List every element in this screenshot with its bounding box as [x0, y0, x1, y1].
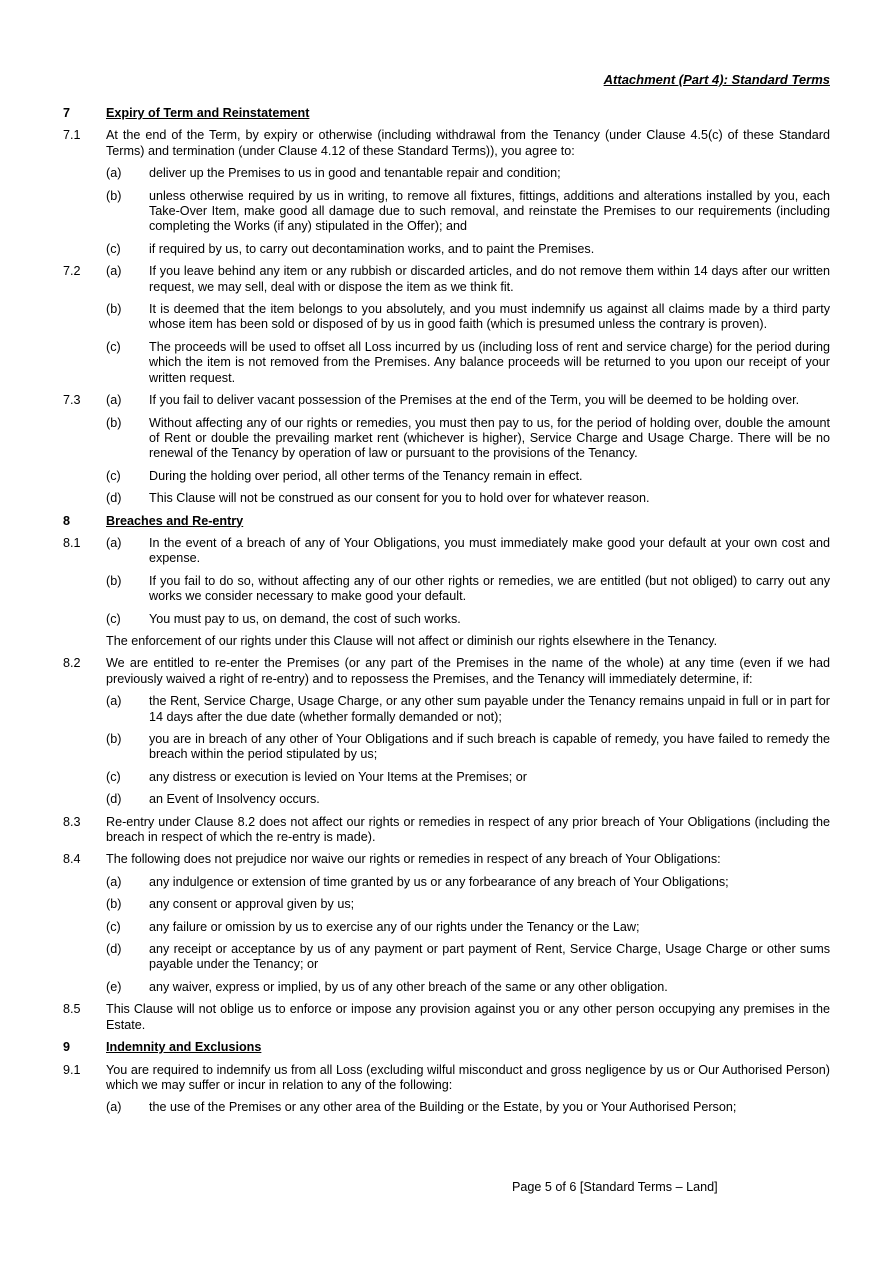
- clause-text: deliver up the Premises to us in good and tenantable repair and condition;: [149, 166, 561, 181]
- clause-item: [63, 302, 830, 333]
- item-label: (d): [106, 491, 122, 506]
- item-label: (a): [106, 264, 122, 279]
- clause-paragraph: [63, 656, 830, 687]
- clause-text: You are required to indemnify us from all Loss (excluding wilful misconduct and gross negligence by us or Our Authorised Person) which we may suffer or incur in relation to any of the following:: [106, 1062, 830, 1092]
- clause-item: [63, 491, 830, 506]
- clause-text: If you fail to do so, without affecting any of our other rights or remedies, we are entitled (but not obliged) to carry out any works we consider necessary to make good your default.: [149, 573, 830, 604]
- item-label: (c): [106, 919, 121, 934]
- clause-text: The following does not prejudice nor waive our rights or remedies in respect of any breach of Your Obligations:: [106, 852, 721, 867]
- clause-number: 8.5: [63, 1002, 81, 1017]
- clause-number: [63, 897, 106, 912]
- clause-item: [63, 189, 830, 235]
- clause-text: the Rent, Service Charge, Usage Charge, or any other sum payable under the Tenancy remains unpaid in full or in part for 14 days after the due date (whether formally demanded or not);: [149, 694, 830, 724]
- clause-paragraph: [63, 852, 830, 867]
- clause-number: 8: [63, 513, 71, 528]
- clause-text: if required by us, to carry out decontamination works, and to paint the Premises.: [149, 241, 595, 256]
- clause-paragraph: [63, 815, 830, 846]
- clause-item: [63, 920, 830, 935]
- item-label: (b): [106, 573, 122, 588]
- item-label: (c): [106, 241, 121, 256]
- clause-number: [63, 942, 106, 973]
- clause-paragraph: [63, 634, 830, 649]
- clause-number: [63, 189, 106, 235]
- clause-text: During the holding over period, all other terms of the Tenancy remain in effect.: [149, 468, 583, 483]
- clause-number: [63, 491, 106, 506]
- clause-number: 7: [63, 106, 71, 120]
- clause-item: [63, 469, 830, 484]
- clause-number: 7.1: [63, 128, 81, 143]
- clause-paragraph: [63, 1002, 830, 1033]
- clause-paragraph: [63, 1063, 830, 1094]
- clause-item: [63, 1100, 830, 1115]
- section-heading: [63, 106, 830, 121]
- clause-text: It is deemed that the item belongs to you absolutely, and you must indemnify us against all claims made by a third party whose item has been sold or disposed of by us in good faith (which is presumed unless the contrary is proven).: [149, 302, 830, 332]
- item-label: (b): [106, 188, 122, 203]
- clause-number: [63, 574, 106, 605]
- clause-text: you are in breach of any other of Your Obligations and if such breach is capable of remedy, you have failed to remedy the breach within the period stipulated by us;: [149, 732, 830, 762]
- clause-item: [63, 980, 830, 995]
- clause-item: [63, 264, 830, 295]
- clause-number: [63, 875, 106, 890]
- clause-item: [63, 770, 830, 785]
- item-label: (c): [106, 468, 121, 483]
- clause-paragraph: [63, 128, 830, 159]
- clause-item: [63, 416, 830, 462]
- clause-number: [63, 166, 106, 181]
- item-label: (e): [106, 979, 122, 994]
- clause-number: [63, 302, 106, 333]
- item-label: (c): [106, 611, 121, 626]
- clause-text: Without affecting any of our rights or remedies, you must then pay to us, for the period of holding over, double the amount of Rent or double the prevailing market rent (whichever is higher), Service Charge and Usage Charge. There will be no renewal of the Tenancy by operation of law or pursuant to the provisions of the Tenancy.: [149, 415, 830, 461]
- clause-number: [63, 634, 106, 649]
- clause-item: [63, 942, 830, 973]
- item-label: (a): [106, 1100, 122, 1115]
- clause-text: any waiver, express or implied, by us of any other breach of the same or any other obligation.: [149, 979, 668, 994]
- item-label: (b): [106, 732, 122, 746]
- clause-number: 7.2: [63, 264, 81, 279]
- clause-text: any distress or execution is levied on Your Items at the Premises; or: [149, 769, 527, 784]
- clause-text: If you leave behind any item or any rubbish or discarded articles, and do not remove them within 14 days after our written request, we may sell, deal with or dispose the item as we think fit.: [149, 264, 830, 294]
- item-label: (a): [106, 694, 122, 709]
- page-header: Attachment (Part 4): Standard Terms: [603, 72, 830, 87]
- clause-item: [63, 694, 830, 725]
- clause-text: At the end of the Term, by expiry or otherwise (including withdrawal from the Tenancy (under Clause 4.5(c) of these Standard Terms) and termination (under Clause 4.12 of these Standard Terms)), you agree to:: [106, 128, 830, 158]
- clause-number: 7.3: [63, 393, 81, 408]
- clause-item: [63, 897, 830, 912]
- clause-number: [63, 792, 106, 807]
- item-label: (b): [106, 897, 122, 912]
- clause-text: the use of the Premises or any other area of the Building or the Estate, by you or Your Authorised Person;: [149, 1100, 737, 1115]
- clause-number: [63, 340, 106, 386]
- clause-text: The proceeds will be used to offset all Loss incurred by us (including loss of rent and service charge) for the period during which the item is not removed from the Premises. Any balance proceeds will be returned to you upon our receipt of your written request.: [149, 339, 830, 385]
- item-label: (b): [106, 302, 122, 317]
- section-heading: [63, 514, 830, 529]
- clause-item: [63, 875, 830, 890]
- page-footer: Page 5 of 6 [Standard Terms – Land]: [512, 1180, 718, 1194]
- item-label: (b): [106, 415, 122, 430]
- clause-text: any failure or omission by us to exercise any of our rights under the Tenancy or the Law;: [149, 919, 640, 934]
- clause-text: The enforcement of our rights under this Clause will not affect or diminish our rights elsewhere in the Tenancy.: [106, 633, 718, 648]
- clause-text: You must pay to us, on demand, the cost of such works.: [149, 611, 461, 626]
- clause-item: [63, 732, 830, 763]
- section-title: Expiry of Term and Reinstatement: [106, 106, 310, 120]
- clause-text: any indulgence or extension of time granted by us or any forbearance of any breach of Your Obligations;: [149, 874, 729, 889]
- clause-number: 8.1: [63, 535, 81, 550]
- clause-item: [63, 574, 830, 605]
- item-label: (a): [106, 874, 122, 889]
- clause-number: [63, 980, 106, 995]
- clause-item: [63, 166, 830, 181]
- section-title: Breaches and Re-entry: [106, 513, 244, 528]
- clause-text: an Event of Insolvency occurs.: [149, 792, 320, 807]
- clause-number: 8.4: [63, 852, 81, 867]
- clause-item: [63, 393, 830, 408]
- clause-number: [63, 1100, 106, 1115]
- clause-number: [63, 612, 106, 627]
- clause-text: In the event of a breach of any of Your Obligations, you must immediately make good your default at your own cost and expense.: [149, 535, 830, 566]
- clause-number: [63, 242, 106, 257]
- clause-item: [63, 612, 830, 627]
- clause-item: [63, 242, 830, 257]
- clause-number: [63, 416, 106, 462]
- clause-text: This Clause will not be construed as our consent for you to hold over for whatever reason.: [149, 491, 650, 506]
- item-label: (c): [106, 339, 121, 354]
- clause-text: any consent or approval given by us;: [149, 897, 355, 912]
- clause-text: any receipt or acceptance by us of any payment or part payment of Rent, Service Charge, Usage Charge or other sums payable under the Tenancy; or: [149, 942, 830, 972]
- clause-number: 9.1: [63, 1062, 81, 1077]
- clause-number: [63, 732, 106, 763]
- section-title: Indemnity and Exclusions: [106, 1040, 262, 1055]
- clause-number: 9: [63, 1040, 71, 1055]
- clause-number: [63, 920, 106, 935]
- clause-text: This Clause will not oblige us to enforce or impose any provision against you or any other person occupying any premises in the Estate.: [106, 1002, 830, 1032]
- section-heading: [63, 1040, 830, 1055]
- item-label: (d): [106, 942, 122, 957]
- clause-number: 8.3: [63, 814, 81, 829]
- clause-number: [63, 694, 106, 725]
- clause-number: 8.2: [63, 656, 81, 671]
- clause-item: [63, 792, 830, 807]
- item-label: (a): [106, 535, 122, 550]
- clause-item: [63, 340, 830, 386]
- item-label: (a): [106, 166, 122, 181]
- clause-number: [63, 469, 106, 484]
- item-label: (d): [106, 792, 122, 807]
- document-body: [63, 106, 830, 1123]
- item-label: (a): [106, 393, 122, 408]
- clause-text: unless otherwise required by us in writing, to remove all fixtures, fittings, additions and alterations installed by you, each Take-Over Item, make good all damage due to such removal, and reinstate the Premises to our requirements (including completing the Works (if any) stipulated in the Offer); and: [149, 188, 830, 234]
- clause-number: [63, 770, 106, 785]
- item-label: (c): [106, 769, 121, 784]
- clause-item: [63, 536, 830, 567]
- clause-text: Re-entry under Clause 8.2 does not affect our rights or remedies in respect of any prior breach of Your Obligations (including the breach in respect of which the re-entry is made).: [106, 814, 830, 845]
- clause-text: We are entitled to re-enter the Premises (or any part of the Premises in the name of the whole) at any time (even if we had previously waived a right of re-entry) and to repossess the Premises, and the Tenancy will immediately determine, if:: [106, 656, 830, 686]
- clause-text: If you fail to deliver vacant possession of the Premises at the end of the Term, you will be deemed to be holding over.: [149, 393, 800, 408]
